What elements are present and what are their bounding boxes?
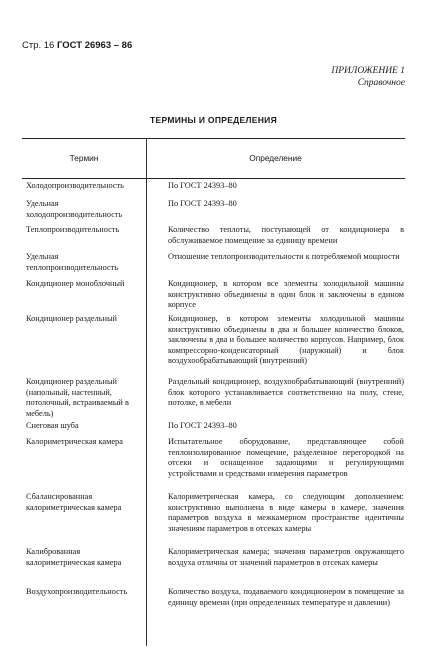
table-column-divider <box>146 138 147 646</box>
definition-cell: Количество теплоты, поступающей от кондиционера в обслуживаемое помещение за единицу времени <box>168 225 404 245</box>
definition-cell: Кондиционер, в котором элементы холодильной машины конструктивно объединены в два и большее количество блоков, заключены в два и большее количество корпусов. Например, блок компрессорно-конденсаторный (наружный) и блок воздухообрабатывающий (внутренний) <box>168 314 404 365</box>
term-cell: Кондиционер моноблочный <box>26 279 125 288</box>
term-cell: Кондиционер раздельный (напольный, настенный, потолочный, встраиваемый в мебель) <box>26 377 129 418</box>
table-top-rule <box>22 138 405 139</box>
term-cell: Теплопроизводительность <box>26 225 120 234</box>
column-header-definition: Определение <box>249 153 302 163</box>
term-cell: Удельная холодопроизводительность <box>26 199 123 219</box>
definition-cell: Испытательное оборудование, представляющее собой теплоизолированное помещение, разделенное перегородкой на отсеки и оснащенное задающими и регулирующими устройствами и средствами измерения параметров <box>168 437 404 478</box>
term-cell: Воздухопроизводительность <box>26 587 128 596</box>
term-cell: Сбалансированная калориметрическая камера <box>26 492 122 512</box>
standard-code: ГОСТ 26963 – 86 <box>56 40 133 51</box>
term-cell: Удельная теплопроизводительность <box>26 252 119 272</box>
section-title: ТЕРМИНЫ И ОПРЕДЕЛЕНИЯ <box>150 115 277 125</box>
definition-cell: По ГОСТ 24393–80 <box>168 421 237 430</box>
definition-cell: Количество воздуха, подаваемого кондиционером в помещение за единицу времени (при определенных температуре и давлении) <box>168 587 404 607</box>
table-header-rule <box>22 178 405 179</box>
definition-cell: Калориметрическая камера; значения параметров окружающего воздуха отличны от значений параметров в отсеках камеры <box>168 547 404 567</box>
term-cell: Калиброванная калориметрическая камера <box>26 547 122 567</box>
term-cell: Кондиционер раздельный <box>26 314 117 323</box>
running-header <box>22 40 132 51</box>
appendix-title: ПРИЛОЖЕНИЕ 1 <box>331 66 405 76</box>
definition-cell: По ГОСТ 24393–80 <box>168 199 237 208</box>
definition-cell: Кондиционер, в котором все элементы холодильной машины конструктивно объединены в один блок и заключены в едином корпусе <box>168 279 404 309</box>
definition-cell: По ГОСТ 24393–80 <box>168 181 237 190</box>
appendix-subtitle: Справочное <box>357 77 405 88</box>
term-cell: Снеговая шуба <box>26 421 79 430</box>
term-cell: Холодопроизводительность <box>26 181 124 190</box>
definition-cell: Калориметрическая камера, со следующим дополнением: конструктивно выполнена в виде камеры в камере, значения параметров воздуха в межкамерном пространстве идентичны значениям параметров в отсеках камеры <box>168 492 404 533</box>
column-header-term: Термин <box>69 153 99 163</box>
term-cell: Калориметрическая камера <box>26 437 123 446</box>
page-number-label: Стр. 16 <box>22 40 55 51</box>
definition-cell: Отношение теплопроизводительности к потребляемой мощности <box>168 252 400 261</box>
definition-cell: Раздельный кондиционер, воздухообрабатывающий (внутренний) блок которого устанавливается соответственно на полу, стене, потолке, в мебели <box>168 377 404 407</box>
appendix-label <box>331 66 405 89</box>
